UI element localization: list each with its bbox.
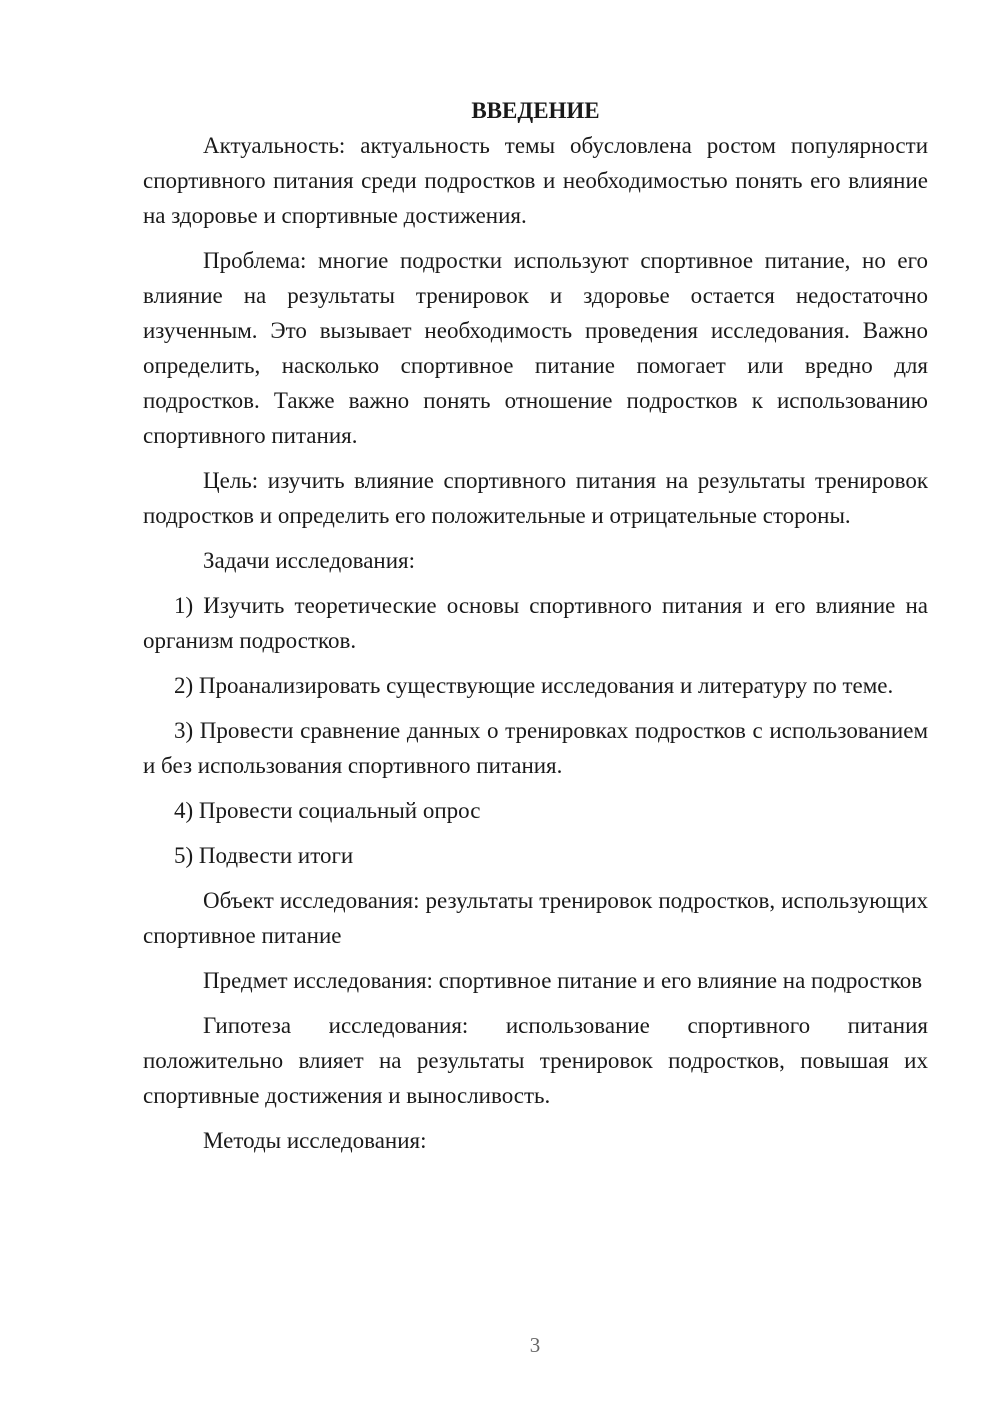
- tasks-heading: Задачи исследования:: [203, 548, 416, 573]
- page-number: 3: [529, 1333, 541, 1357]
- task-item-2: 2) Проанализировать существующие исследования и литературу по теме.: [174, 673, 894, 698]
- methods-heading: Методы исследования:: [203, 1128, 427, 1153]
- paragraph-goal: Цель: изучить влияние спортивного питания на результаты тренировок подростков и определить его положительные и отрицательные стороны.: [143, 468, 928, 528]
- paragraph-problem: Проблема: многие подростки используют спортивное питание, но его влияние на результаты тренировок и здоровье остается недостаточно изученным. Это вызывает необходимость проведения исследования. Важно определить, насколько спортивное питание помогает или вредно для подростков. Также важно понять отношение подростков к использованию спортивного питания.: [143, 248, 928, 448]
- paragraph-subject: Предмет исследования: спортивное питание и его влияние на подростков: [203, 968, 923, 993]
- paragraph-relevance: Актуальность: актуальность темы обусловлена ростом популярности спортивного питания среди подростков и необходимостью понять его влияние на здоровье и спортивные достижения.: [143, 133, 928, 228]
- section-title: ВВЕДЕНИЕ: [471, 98, 600, 123]
- task-item-3: 3) Провести сравнение данных о тренировках подростков с использованием и без использования спортивного питания.: [143, 718, 928, 778]
- paragraph-hypothesis: Гипотеза исследования: использование спортивного питания положительно влияет на результаты тренировок подростков, повышая их спортивные достижения и выносливость.: [143, 1013, 928, 1108]
- task-item-1: 1) Изучить теоретические основы спортивного питания и его влияние на организм подростков.: [143, 593, 928, 653]
- paragraph-object: Объект исследования: результаты тренировок подростков, использующих спортивное питание: [143, 888, 928, 948]
- document-body: [143, 93, 928, 1158]
- task-item-5: 5) Подвести итоги: [174, 843, 354, 868]
- task-item-4: 4) Провести социальный опрос: [174, 798, 481, 823]
